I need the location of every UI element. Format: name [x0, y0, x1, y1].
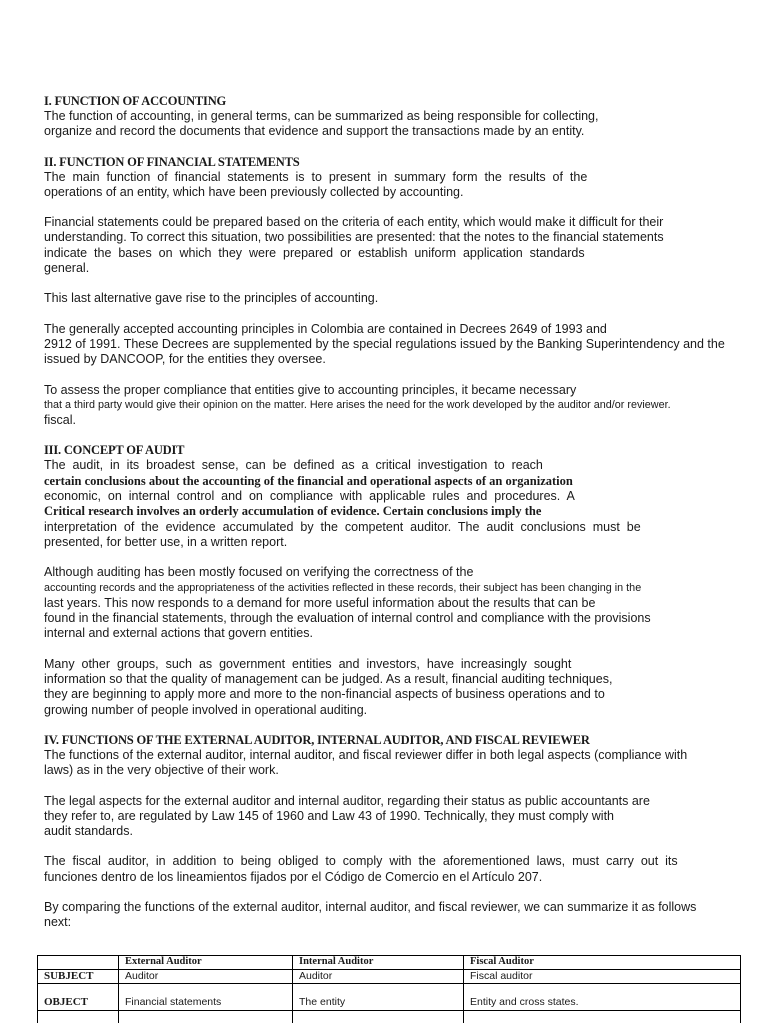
table-row	[38, 970, 741, 984]
table-header-cell: External Auditor	[119, 956, 293, 970]
text-line: last years. This now responds to a demand for more useful information about the results that can be	[44, 595, 596, 610]
section-heading: II. FUNCTION OF FINANCIAL STATEMENTS	[44, 154, 300, 169]
table-header-cell	[38, 956, 119, 970]
section-heading: IV. FUNCTIONS OF THE EXTERNAL AUDITOR, INTERNAL AUDITOR, AND FISCAL REVIEWER	[44, 732, 590, 747]
section-heading: III. CONCEPT OF AUDIT	[44, 443, 185, 458]
text-line: accounting records and the appropriateness of the activities reflected in these records, their subject has been changing in the	[44, 581, 642, 594]
table-cell	[464, 1011, 741, 1024]
text-line: The legal aspects for the external auditor and internal auditor, regarding their status as public accountants are	[44, 793, 650, 808]
paragraph	[44, 458, 694, 550]
text-line: general.	[44, 261, 90, 276]
text-line: fiscal.	[44, 413, 76, 428]
text-line: Critical research involves an orderly accumulation of evidence. Certain conclusions imply the	[44, 504, 542, 519]
table-cell: Entity and cross states.	[464, 984, 741, 1011]
table-cell: The entity	[293, 984, 464, 1011]
table-cell	[119, 1011, 293, 1024]
table-row-label	[38, 1011, 119, 1024]
table-cell: Auditor	[119, 970, 293, 984]
text-line: interpretation of the evidence accumulated by the competent auditor. The audit conclusions must be	[44, 519, 641, 534]
text-line: 2912 of 1991. These Decrees are supplemented by the special regulations issued by the Banking Superintendency and the	[44, 336, 725, 351]
paragraph	[44, 794, 694, 840]
document-body	[44, 94, 725, 946]
paragraph	[44, 854, 694, 885]
table-row-label: SUBJECT	[38, 970, 119, 984]
table-row	[38, 984, 741, 1011]
text-line: The main function of financial statements is to present in summary form the results of the	[44, 169, 588, 184]
table-cell: Fiscal auditor	[464, 970, 741, 984]
text-line: Many other groups, such as government entities and investors, have increasingly sought	[44, 656, 572, 671]
text-line: they are beginning to apply more and more to the non-financial aspects of business operations and to	[44, 687, 605, 702]
text-line: they refer to, are regulated by Law 145 of 1960 and Law 43 of 1990. Technically, they must comply with	[44, 808, 615, 823]
text-line: found in the financial statements, through the evaluation of internal control and compliance with the provisions	[44, 611, 651, 626]
text-line: This last alternative gave rise to the principles of accounting.	[44, 291, 379, 306]
text-line: issued by DANCOOP, for the entities they oversee.	[44, 352, 326, 367]
paragraph	[44, 291, 694, 306]
paragraph	[44, 748, 694, 779]
paragraph	[44, 899, 697, 931]
text-line: information so that the quality of management can be judged. As a result, financial auditing techniques,	[44, 672, 613, 687]
text-line: certain conclusions about the accounting of the financial and operational aspects of an organization	[44, 473, 573, 488]
table-header-cell: Internal Auditor	[293, 956, 464, 970]
paragraph	[44, 657, 694, 718]
paragraph	[44, 565, 694, 641]
table-header-row	[38, 956, 741, 970]
text-line: The function of accounting, in general terms, can be summarized as being responsible for collecting,	[44, 109, 599, 123]
text-line: funciones dentro de los lineamientos fijados por el Código de Comercio en el Artículo 207.	[44, 869, 543, 884]
paragraph	[44, 383, 694, 429]
text-line: indicate the bases on which they were prepared or establish uniform application standards	[44, 245, 585, 260]
text-line: internal and external actions that govern entities.	[44, 626, 313, 641]
text-line: The fiscal auditor, in addition to being obliged to comply with the aforementioned laws, must carry out its	[44, 854, 678, 869]
table-cell	[293, 1011, 464, 1024]
text-line: The functions of the external auditor, internal auditor, and fiscal reviewer differ in both legal aspects (compliance with	[44, 747, 688, 762]
text-line: operations of an entity, which have been previously collected by accounting.	[44, 184, 464, 199]
text-line: audit standards.	[44, 824, 133, 839]
section-heading: I. FUNCTION OF ACCOUNTING	[44, 94, 227, 108]
text-line: growing number of people involved in operational auditing.	[44, 702, 368, 717]
table-header-cell: Fiscal Auditor	[464, 956, 741, 970]
table-row	[38, 1011, 741, 1024]
text-line: economic, on internal control and on compliance with applicable rules and procedures. A	[44, 489, 575, 504]
comparison-table	[37, 955, 741, 1023]
paragraph	[44, 109, 694, 140]
paragraph	[44, 170, 694, 201]
table-row-label: OBJECT	[38, 984, 119, 1011]
paragraph	[44, 321, 725, 368]
text-line: understanding. To correct this situation, two possibilities are presented: that the notes to the financial statements	[44, 230, 664, 245]
text-line: laws) as in the very objective of their work.	[44, 763, 279, 778]
text-line: Financial statements could be prepared based on the criteria of each entity, which would make it difficult for their	[44, 215, 664, 230]
text-line: By comparing the functions of the external auditor, internal auditor, and fiscal reviewer, we can summarize it as follows	[44, 899, 697, 914]
table-cell: Financial statements	[119, 984, 293, 1011]
text-line: Although auditing has been mostly focused on verifying the correctness of the	[44, 565, 474, 580]
text-line: The audit, in its broadest sense, can be defined as a critical investigation to reach	[44, 458, 543, 473]
text-line: that a third party would give their opinion on the matter. Here arises the need for the work developed by the auditor and/or reviewer.	[44, 398, 671, 411]
table-cell: Auditor	[293, 970, 464, 984]
text-line: organize and record the documents that evidence and support the transactions made by an entity.	[44, 124, 585, 139]
text-line: presented, for better use, in a written report.	[44, 534, 288, 549]
text-line: next:	[44, 915, 72, 930]
text-line: To assess the proper compliance that entities give to accounting principles, it became necessary	[44, 382, 577, 397]
text-line: The generally accepted accounting principles in Colombia are contained in Decrees 2649 of 1993 and	[44, 321, 607, 336]
paragraph	[44, 215, 694, 276]
